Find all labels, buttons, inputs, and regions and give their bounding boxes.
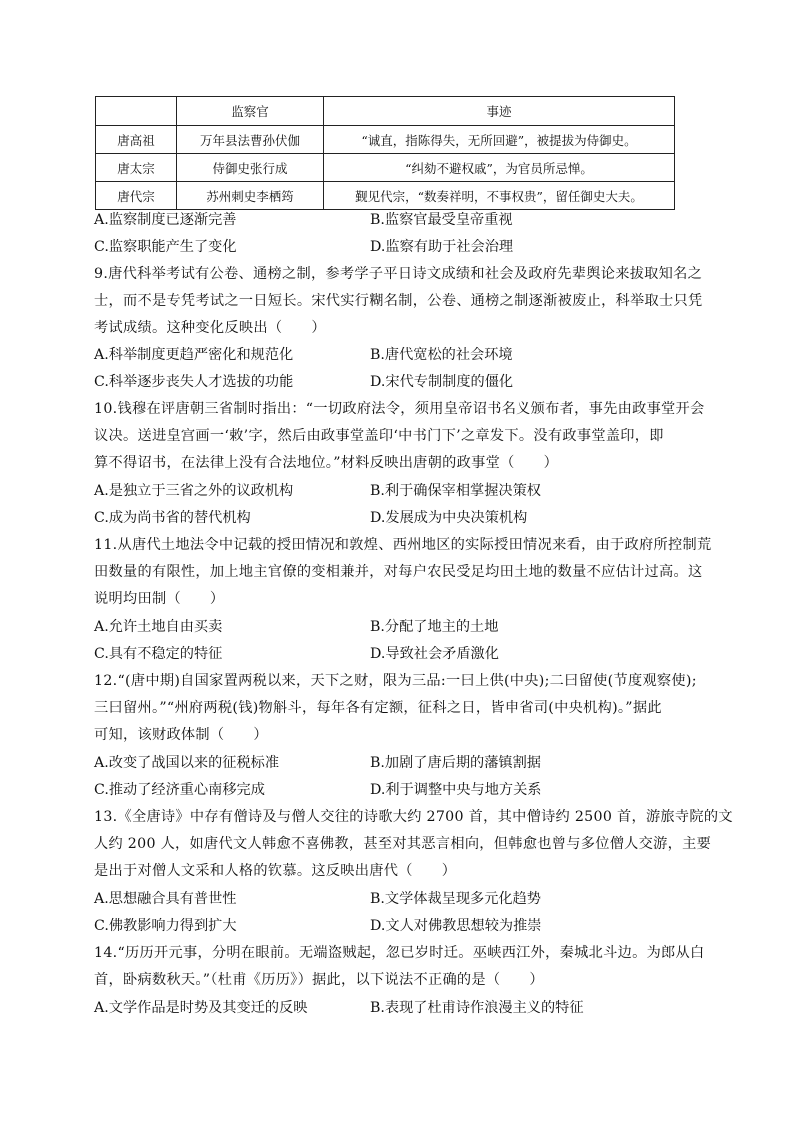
q10-option-a: A.是独立于三省之外的议政机构 <box>94 483 294 499</box>
table-cell: 苏州刺史李栖筠 <box>177 182 324 210</box>
q12-option-b: B.加剧了唐后期的藩镇割据 <box>370 755 541 771</box>
table-header-cell: 监察官 <box>177 97 324 126</box>
q8-option-a: A.监察制度已逐渐完善 <box>94 212 237 228</box>
q12-stem-line: 三曰留州。”“州府两税(钱)物斛斗，每年各有定额，征科之日，皆申省司(中央机构)。”据此 <box>94 700 662 716</box>
q13-option-d: D.文人对佛教思想较为推崇 <box>370 918 542 934</box>
table-header-cell <box>96 97 177 126</box>
q12-option-a: A.改变了战国以来的征税标准 <box>94 755 280 771</box>
q13-option-a: A.思想融合具有普世性 <box>94 891 237 907</box>
table-row <box>96 126 675 154</box>
q14-stem-line: 首，卧病数秋天。”（杜甫《历历》）据此，以下说法不正确的是（ ） <box>94 972 544 988</box>
q12-option-c: C.推动了经济重心南移完成 <box>94 782 265 798</box>
q13-stem-line: 人约 200 人，如唐代文人韩愈不喜佛教，甚至对其恶言相向，但韩愈也曾与多位僧人交游，主要 <box>94 836 712 852</box>
q14-option-a: A.文学作品是时势及其变迁的反映 <box>94 1000 308 1016</box>
table-cell: 觐见代宗，“数奏祥明，不事权贵”，留任御史大夫。 <box>324 182 675 210</box>
q13-option-c: C.佛教影响力得到扩大 <box>94 918 237 934</box>
q8-option-b: B.监察官最受皇帝重视 <box>370 212 513 228</box>
q10-option-d: D.发展成为中央决策机构 <box>370 510 528 526</box>
q10-option-c: C.成为尚书省的替代机构 <box>94 510 251 526</box>
table-row <box>96 182 675 210</box>
table-cell: 唐高祖 <box>96 126 177 154</box>
q12-option-d: D.利于调整中央与地方关系 <box>370 782 542 798</box>
q9-option-b: B.唐代宽松的社会环境 <box>370 347 513 363</box>
table-header-row <box>96 97 675 126</box>
table-cell: “纠劾不避权戚”，为官员所忌惮。 <box>324 154 675 182</box>
q14-option-b: B.表现了杜甫诗作浪漫主义的特征 <box>370 1000 584 1016</box>
table-cell: 唐太宗 <box>96 154 177 182</box>
q11-option-b: B.分配了地主的土地 <box>370 619 499 635</box>
q8-option-c: C.监察职能产生了变化 <box>94 239 237 255</box>
table-cell: 唐代宗 <box>96 182 177 210</box>
q13-stem-line: 13.《全唐诗》中存有僧诗及与僧人交往的诗歌大约 2700 首，其中僧诗约 2500 首，游旅寺院的文 <box>94 809 733 825</box>
supervisor-table <box>95 96 675 210</box>
q10-stem-line: 议决。送进皇宫画一‘敕’字，然后由政事堂盖印‘中书门下’之章发下。没有政事堂盖印，即 <box>94 428 664 444</box>
q10-option-b: B.利于确保宰相掌握决策权 <box>370 483 541 499</box>
q12-stem-line: 可知，该财政体制（ ） <box>94 727 268 743</box>
q10-stem-line: 算不得诏书，在法律上没有合法地位。”材料反映出唐朝的政事堂（ ） <box>94 455 559 471</box>
table-cell: 万年县法曹孙伏伽 <box>177 126 324 154</box>
q11-stem-line: 11.从唐代土地法令中记载的授田情况和敦煌、西州地区的实际授田情况来看，由于政府所控制荒 <box>94 537 712 553</box>
q8-option-d: D.监察有助于社会治理 <box>370 239 514 255</box>
q11-stem-line: 田数量的有限性，加上地主官僚的变相兼并，对每户农民受足均田土地的数量不应估计过高。这 <box>94 564 703 580</box>
q11-option-a: A.允许土地自由买卖 <box>94 619 223 635</box>
q13-stem-line: 是出于对僧人文采和人格的钦慕。这反映出唐代（ ） <box>94 863 457 879</box>
q11-option-c: C.具有不稳定的特征 <box>94 646 223 662</box>
table-cell: “诚直，指陈得失，无所回避”，被提拔为侍御史。 <box>324 126 675 154</box>
q13-option-b: B.文学体裁呈现多元化趋势 <box>370 891 541 907</box>
q9-option-d: D.宋代专制制度的僵化 <box>370 374 514 390</box>
q9-stem-line: 士，而不是专凭考试之一日短长。宋代实行糊名制，公卷、通榜之制逐渐被废止，科举取士只凭 <box>94 293 703 309</box>
table-row <box>96 154 675 182</box>
q14-stem-line: 14.“历历开元事，分明在眼前。无端盗贼起，忽已岁时迁。巫峡西江外，秦城北斗边。为郎从白 <box>94 945 705 961</box>
table-cell: 侍御史张行成 <box>177 154 324 182</box>
q9-stem-line: 考试成绩。这种变化反映出（ ） <box>94 320 326 336</box>
q9-option-a: A.科举制度更趋严密化和规范化 <box>94 347 294 363</box>
q9-stem-line: 9.唐代科举考试有公卷、通榜之制，参考学子平日诗文成绩和社会及政府先辈舆论来拔取知名之 <box>94 266 703 282</box>
q10-stem-line: 10.钱穆在评唐朝三省制时指出：“一切政府法令，须用皇帝诏书名义颁布者，事先由政事堂开会 <box>94 401 705 417</box>
table-header-cell: 事迹 <box>324 97 675 126</box>
q11-stem-line: 说明均田制（ ） <box>94 591 225 607</box>
q11-option-d: D.导致社会矛盾激化 <box>370 646 499 662</box>
q12-stem-line: 12.“(唐中期)自国家置两税以来，天下之财，限为三品:一曰上供(中央);二曰留使(节度观察使); <box>94 673 697 689</box>
q9-option-c: C.科举逐步丧失人才选拔的功能 <box>94 374 294 390</box>
